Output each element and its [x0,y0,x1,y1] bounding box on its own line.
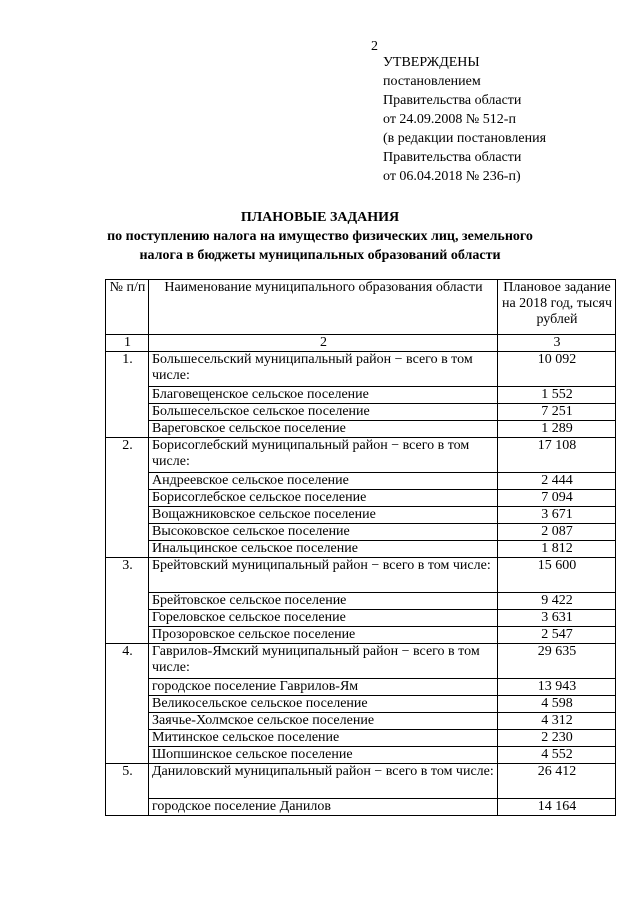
row-number-empty [106,507,149,524]
table-row-settlement [106,593,616,610]
settlement-name: Большесельское сельское поселение [149,404,498,421]
header-number: № п/п [106,280,149,335]
table-row-district [106,558,616,593]
row-number: 5. [106,764,149,799]
plan-table [105,279,616,816]
district-total: 10 092 [498,352,616,387]
table-row-district [106,764,616,799]
row-number: 4. [106,644,149,679]
settlement-value: 3 671 [498,507,616,524]
settlement-value: 1 289 [498,421,616,438]
table-row-settlement [106,524,616,541]
row-number-empty [106,421,149,438]
column-number: 2 [149,335,498,352]
table-header-row [106,280,616,335]
table-row-settlement [106,696,616,713]
row-number-empty [106,747,149,764]
row-number-empty [106,627,149,644]
title-line: по поступлению налога на имущество физических лиц, земельного [107,229,533,244]
row-number-empty [106,593,149,610]
table-row-settlement [106,610,616,627]
row-number-empty [106,730,149,747]
district-name: Гаврилов-Ямский муниципальный район − всего в том числе: [149,644,498,679]
settlement-value: 4 552 [498,747,616,764]
table-row-settlement [106,421,616,438]
settlement-name: Великосельское сельское поселение [149,696,498,713]
row-number-empty [106,387,149,404]
settlement-name: Андреевское сельское поселение [149,473,498,490]
settlement-name: Вощажниковское сельское поселение [149,507,498,524]
district-name: Борисоглебский муниципальный район − всего в том числе: [149,438,498,473]
approval-line: от 24.09.2008 № 512-п [383,112,516,127]
table-row-settlement [106,799,616,816]
approval-line: УТВЕРЖДЕНЫ [383,55,480,70]
row-number-empty [106,610,149,627]
table-row-settlement [106,713,616,730]
column-number-row [106,335,616,352]
page-number: 2 [371,39,378,54]
row-number: 2. [106,438,149,473]
table-row-settlement [106,541,616,558]
table-row-settlement [106,730,616,747]
settlement-name: Прозоровское сельское поселение [149,627,498,644]
settlement-name: Митинское сельское поселение [149,730,498,747]
district-total: 15 600 [498,558,616,593]
table-row-settlement [106,490,616,507]
settlement-value: 7 251 [498,404,616,421]
approval-line: постановлением [383,74,481,89]
row-number-empty [106,490,149,507]
settlement-name: Борисоглебское сельское поселение [149,490,498,507]
table-row-settlement [106,507,616,524]
table-row-settlement [106,404,616,421]
title-line: ПЛАНОВЫЕ ЗАДАНИЯ [240,210,400,225]
row-number-empty [106,713,149,730]
settlement-value: 1 552 [498,387,616,404]
row-number: 3. [106,558,149,593]
settlement-name: Заячье-Холмское сельское поселение [149,713,498,730]
table-row-district [106,438,616,473]
column-number: 1 [106,335,149,352]
table-row-settlement [106,679,616,696]
row-number: 1. [106,352,149,387]
approval-line: (в редакции постановления [383,131,547,146]
settlement-value: 2 444 [498,473,616,490]
table-row-settlement [106,747,616,764]
column-number: 3 [498,335,616,352]
district-name: Большесельский муниципальный район − всего в том числе: [149,352,498,387]
settlement-value: 13 943 [498,679,616,696]
row-number-empty [106,541,149,558]
settlement-name: городское поселение Гаврилов-Ям [149,679,498,696]
settlement-name: городское поселение Данилов [149,799,498,816]
settlement-name: Шопшинское сельское поселение [149,747,498,764]
settlement-value: 2 087 [498,524,616,541]
title-line: налога в бюджеты муниципальных образований области [139,248,501,263]
settlement-name: Вареговское сельское поселение [149,421,498,438]
settlement-value: 3 631 [498,610,616,627]
settlement-name: Гореловское сельское поселение [149,610,498,627]
settlement-value: 14 164 [498,799,616,816]
settlement-name: Благовещенское сельское поселение [149,387,498,404]
row-number-empty [106,799,149,816]
header-plan: Плановое задание на 2018 год, тысяч рублей [498,280,616,335]
table-row-district [106,644,616,679]
approval-stamp [383,53,546,186]
settlement-value: 4 598 [498,696,616,713]
table-row-district [106,352,616,387]
settlement-name: Брейтовское сельское поселение [149,593,498,610]
table-row-settlement [106,627,616,644]
table-row-settlement [106,387,616,404]
settlement-name: Инальцинское сельское поселение [149,541,498,558]
row-number-empty [106,679,149,696]
settlement-value: 2 230 [498,730,616,747]
settlement-name: Высоковское сельское поселение [149,524,498,541]
header-name: Наименование муниципального образования области [149,280,498,335]
approval-line: от 06.04.2018 № 236-п) [383,169,521,184]
district-name: Брейтовский муниципальный район − всего в том числе: [149,558,498,593]
settlement-value: 1 812 [498,541,616,558]
settlement-value: 4 312 [498,713,616,730]
table-row-settlement [106,473,616,490]
row-number-empty [106,524,149,541]
approval-line: Правительства области [383,150,522,165]
row-number-empty [106,473,149,490]
district-total: 29 635 [498,644,616,679]
district-name: Даниловский муниципальный район − всего в том числе: [149,764,498,799]
row-number-empty [106,404,149,421]
approval-line: Правительства области [383,93,522,108]
settlement-value: 2 547 [498,627,616,644]
row-number-empty [106,696,149,713]
district-total: 17 108 [498,438,616,473]
settlement-value: 7 094 [498,490,616,507]
settlement-value: 9 422 [498,593,616,610]
district-total: 26 412 [498,764,616,799]
document-title [60,208,580,265]
